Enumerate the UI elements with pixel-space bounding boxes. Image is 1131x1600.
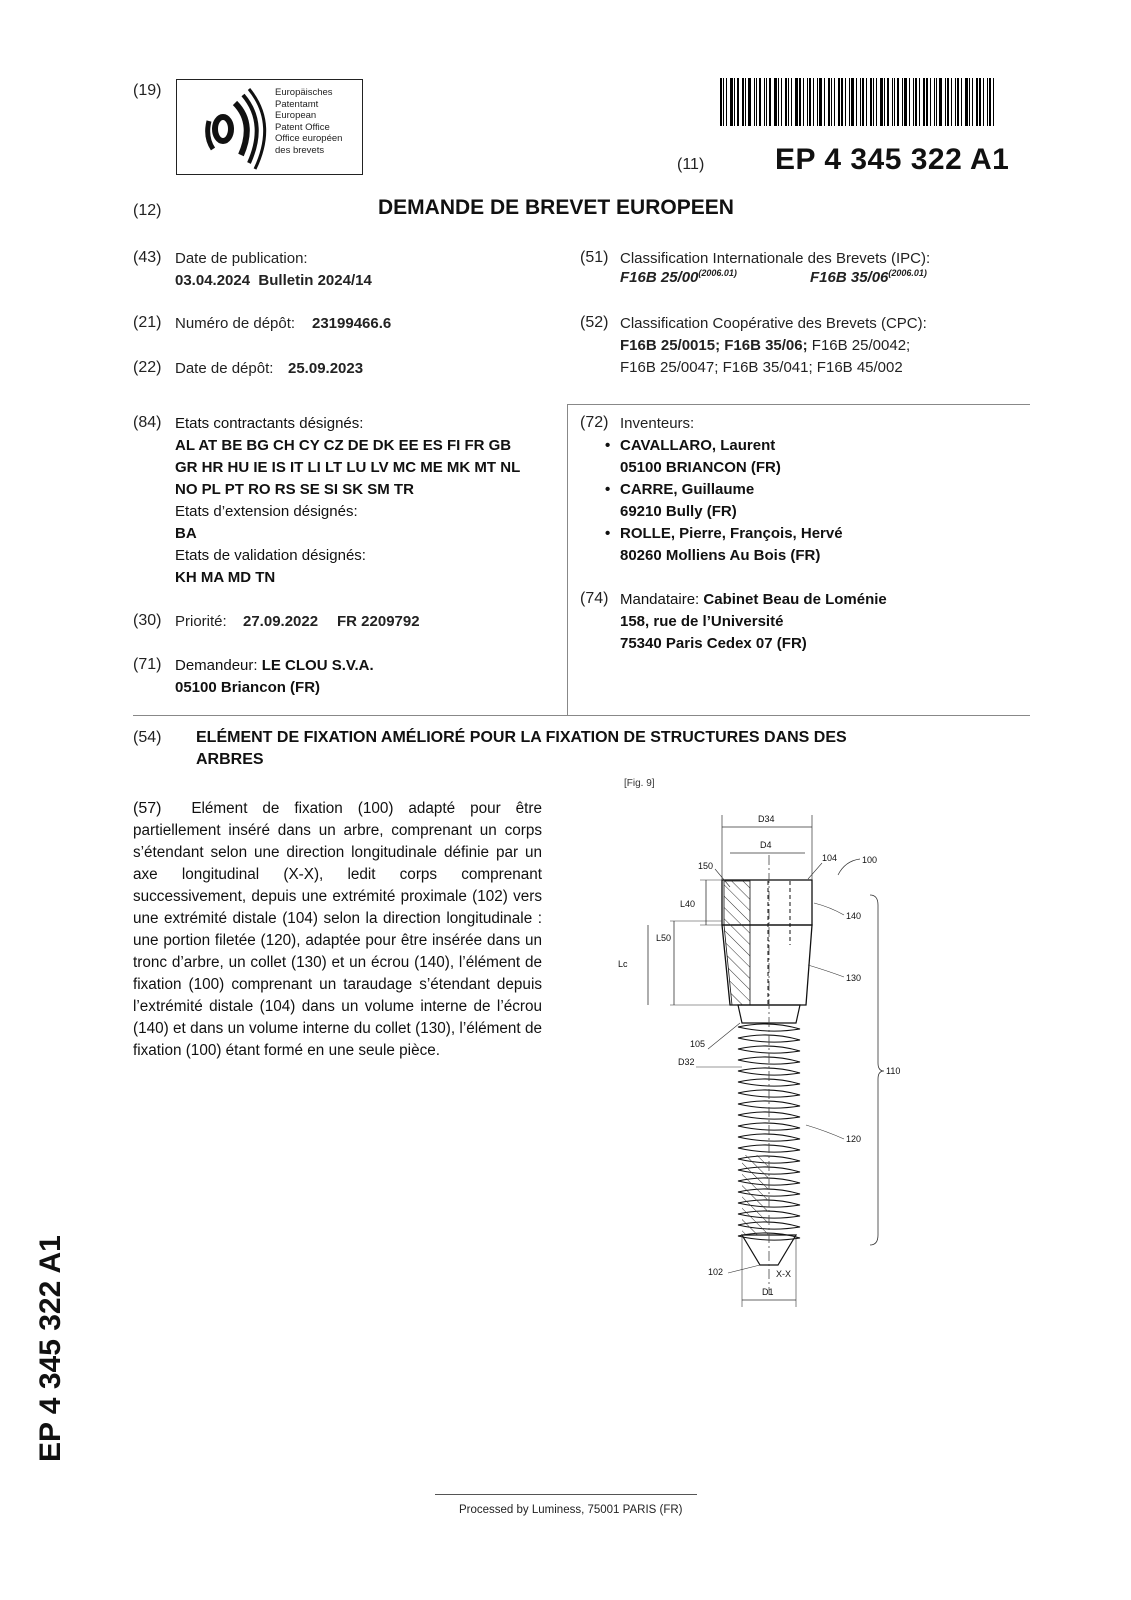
separator-top-right bbox=[567, 404, 1030, 405]
cpc-line-1 bbox=[620, 337, 910, 354]
barcode-bar bbox=[754, 78, 755, 126]
barcode-bar bbox=[795, 78, 798, 126]
ipc-version-2: (2006.01) bbox=[888, 268, 927, 278]
office-name-en-2: Patent Office bbox=[275, 121, 330, 133]
label-105: 105 bbox=[690, 1039, 706, 1049]
inventor-2-address: 69210 Bully (FR) bbox=[620, 503, 737, 520]
barcode-bar bbox=[788, 78, 789, 126]
barcode-bar bbox=[926, 78, 928, 126]
ipc-code-2: F16B 35/06 bbox=[810, 269, 889, 286]
ipc-version-1: (2006.01) bbox=[698, 268, 737, 278]
label-d34: D34 bbox=[758, 814, 775, 824]
barcode-bar bbox=[892, 78, 893, 126]
priority-date: 27.09.2022 bbox=[243, 613, 319, 630]
brace-110 bbox=[870, 895, 884, 1245]
barcode-bar bbox=[939, 78, 942, 126]
inventor-1 bbox=[620, 435, 781, 479]
barcode-bar bbox=[934, 78, 935, 126]
barcode-bar bbox=[799, 78, 801, 126]
barcode-bar bbox=[785, 78, 787, 126]
inid-57: (57) bbox=[133, 800, 162, 817]
applicant-block bbox=[175, 655, 374, 699]
thread-section-hatching bbox=[742, 1155, 768, 1235]
barcode-bar bbox=[778, 78, 779, 126]
barcode-bar bbox=[764, 78, 765, 126]
inid-19: (19) bbox=[133, 82, 162, 99]
inid-43: (43) bbox=[133, 249, 162, 266]
app-number-label: Numéro de dépôt: bbox=[175, 315, 296, 332]
priority-number: FR 2209792 bbox=[337, 613, 420, 630]
barcode-bar bbox=[769, 78, 771, 126]
ipc-class-2 bbox=[810, 268, 927, 286]
inventor-3-name: ROLLE, Pierre, François, Hervé bbox=[620, 525, 843, 542]
label-150: 150 bbox=[698, 861, 714, 871]
barcode-bar bbox=[902, 78, 903, 126]
barcode-bar bbox=[734, 78, 735, 126]
barcode-bar bbox=[993, 78, 994, 126]
inventor-1-name: CAVALLARO, Laurent bbox=[620, 437, 776, 454]
states-line-2: GR HR HU IE IS IT LI LT LU LV MC ME MK MT NL bbox=[175, 459, 521, 476]
title-line-1: ELÉMENT DE FIXATION AMÉLIORÉ POUR LA FIXATION DE STRUCTURES DANS DES bbox=[196, 729, 847, 746]
barcode-bar bbox=[759, 78, 761, 126]
label-120: 120 bbox=[846, 1134, 862, 1144]
label-l40: L40 bbox=[680, 899, 696, 909]
barcode-bar bbox=[817, 78, 818, 126]
label-110: 110 bbox=[886, 1066, 901, 1076]
barcode-bar bbox=[803, 78, 804, 126]
barcode-bar bbox=[730, 78, 733, 126]
inid-72: (72) bbox=[580, 414, 609, 431]
designated-states-block bbox=[175, 413, 520, 589]
label-d1: D1 bbox=[762, 1287, 774, 1297]
barcode-bar bbox=[791, 78, 792, 126]
agent-block bbox=[620, 589, 887, 655]
barcode-bar bbox=[828, 78, 830, 126]
epo-logo-icon bbox=[183, 83, 275, 171]
applicant-address: 05100 Briancon (FR) bbox=[175, 679, 321, 696]
barcode-bar bbox=[845, 78, 846, 126]
states-label: Etats contractants désignés: bbox=[175, 415, 364, 432]
agent-city: 75340 Paris Cedex 07 (FR) bbox=[620, 635, 807, 652]
barcode-bar bbox=[866, 78, 867, 126]
ipc-label: Classification Internationale des Brevets (IPC): bbox=[620, 250, 931, 267]
separator-bottom bbox=[133, 715, 1030, 716]
barcode-bar bbox=[923, 78, 925, 126]
app-number-value: 23199466.6 bbox=[312, 315, 392, 332]
figure-caption: [Fig. 9] bbox=[624, 778, 655, 789]
agent-street: 158, rue de l’Université bbox=[620, 613, 784, 630]
barcode-bar bbox=[849, 78, 850, 126]
label-130: 130 bbox=[846, 973, 862, 983]
barcode-bar bbox=[748, 78, 751, 126]
side-publication-number: EP 4 345 322 A1 bbox=[34, 1235, 67, 1462]
inid-84: (84) bbox=[133, 414, 162, 431]
ipc-class-1 bbox=[620, 268, 737, 286]
inventor-1-address: 05100 BRIANCON (FR) bbox=[620, 459, 781, 476]
inventors-label: Inventeurs: bbox=[620, 415, 695, 432]
epo-logo bbox=[176, 79, 363, 175]
barcode-bar bbox=[972, 78, 973, 126]
barcode-bar bbox=[860, 78, 861, 126]
barcode-bar bbox=[880, 78, 883, 126]
barcode-bar bbox=[936, 78, 937, 126]
document-type: DEMANDE DE BREVET EUROPEEN bbox=[378, 196, 734, 219]
inventor-3-address: 80260 Molliens Au Bois (FR) bbox=[620, 547, 821, 564]
barcode-bar bbox=[756, 78, 757, 126]
publication-number: EP 4 345 322 A1 bbox=[775, 143, 1010, 176]
barcode-bar bbox=[742, 78, 744, 126]
barcode-bar bbox=[983, 78, 984, 126]
barcode-bar bbox=[887, 78, 889, 126]
applicant-label: Demandeur: bbox=[175, 657, 258, 674]
office-name-de-1: Europäisches bbox=[275, 87, 333, 98]
inid-12: (12) bbox=[133, 202, 162, 219]
inid-52: (52) bbox=[580, 314, 609, 331]
inventor-2 bbox=[620, 479, 754, 523]
thread-turn bbox=[738, 1134, 800, 1141]
inid-54: (54) bbox=[133, 729, 162, 746]
abstract-text: Elément de fixation (100) adapté pour être partiellement inséré dans un arbre, comprenant un corps s’étendant selon une direction longitudinale définie par un axe longitudinal (X-X), ledit corps comprenant successivement, depuis une extrémité proximale (102) vers une extrémité distale (104) selon la direction longitudinale : une portion filetée (120), adaptée pour être insérée dans un tronc d’arbre, un collet (130) et un écrou (140), l’élément de fixation (100) comprenant un taraudage s’étendant depuis l’extrémité distale (104) dans un volume interne de l’écrou (140) et dans un volume interne du collet (130), l’élément de fixation (100) étant formé en une seule pièce. bbox=[133, 800, 542, 1059]
inid-11: (11) bbox=[677, 156, 705, 173]
office-name-fr-2: des brevets bbox=[275, 144, 325, 156]
barcode-bar bbox=[809, 78, 811, 126]
label-l50: L50 bbox=[656, 933, 672, 943]
office-name-de-2: Patentamt bbox=[275, 98, 319, 110]
office-name-en-1: European bbox=[275, 110, 317, 121]
barcode-bar bbox=[945, 78, 946, 126]
inid-71: (71) bbox=[133, 656, 162, 673]
states-line-1: AL AT BE BG CH CY CZ DE DK EE ES FI FR GB bbox=[175, 437, 512, 454]
applicant-name: LE CLOU S.V.A. bbox=[261, 657, 374, 674]
barcode-bar bbox=[726, 78, 727, 126]
barcode-bar bbox=[781, 78, 782, 126]
inid-21: (21) bbox=[133, 314, 162, 331]
barcode-bar bbox=[819, 78, 822, 126]
barcode-bar bbox=[961, 78, 962, 126]
barcode-bar bbox=[951, 78, 952, 126]
inid-22: (22) bbox=[133, 359, 162, 376]
inventor-1-bullet: • bbox=[605, 437, 611, 454]
barcode-bar bbox=[987, 78, 988, 126]
figure-9-screw bbox=[600, 795, 920, 1315]
inventor-2-bullet: • bbox=[605, 481, 611, 498]
barcode-bar bbox=[894, 78, 895, 126]
barcode-bar bbox=[904, 78, 907, 126]
barcode-bar bbox=[856, 78, 857, 126]
filing-date-label: Date de dépôt: bbox=[175, 360, 274, 377]
barcode-bar bbox=[834, 78, 835, 126]
separator-vertical bbox=[567, 404, 568, 716]
label-lc: Lc bbox=[618, 959, 628, 969]
barcode-bar bbox=[969, 78, 970, 126]
ipc-code-1: F16B 25/00 bbox=[620, 269, 699, 286]
label-xx: X-X bbox=[776, 1269, 792, 1279]
barcode-bar bbox=[909, 78, 910, 126]
barcode-bar bbox=[824, 78, 825, 126]
barcode-bar bbox=[831, 78, 832, 126]
title-line-2: ARBRES bbox=[196, 751, 264, 768]
barcode-bar bbox=[813, 78, 814, 126]
barcode-bar bbox=[957, 78, 959, 126]
barcode-bar bbox=[841, 78, 843, 126]
cpc-main: F16B 25/0015; F16B 35/06; bbox=[620, 337, 808, 354]
inid-74: (74) bbox=[580, 590, 609, 607]
barcode-bar bbox=[838, 78, 840, 126]
inventor-2-name: CARRE, Guillaume bbox=[620, 481, 755, 498]
extension-value: BA bbox=[175, 525, 197, 542]
inventor-3 bbox=[620, 523, 843, 567]
barcode bbox=[720, 78, 1000, 126]
barcode-bar bbox=[897, 78, 899, 126]
label-140: 140 bbox=[846, 911, 862, 921]
filing-date-value: 25.09.2023 bbox=[288, 360, 364, 377]
barcode-bar bbox=[876, 78, 877, 126]
barcode-bar bbox=[720, 78, 722, 126]
barcode-bar bbox=[989, 78, 991, 126]
agent-label: Mandataire: bbox=[620, 591, 700, 608]
label-d32: D32 bbox=[678, 1057, 695, 1067]
barcode-bar bbox=[919, 78, 920, 126]
barcode-bar bbox=[955, 78, 956, 126]
barcode-bar bbox=[737, 78, 739, 126]
validation-label: Etats de validation désignés: bbox=[175, 547, 366, 564]
label-104: 104 bbox=[822, 853, 838, 863]
barcode-bar bbox=[915, 78, 917, 126]
label-100: 100 bbox=[862, 855, 878, 865]
office-name-fr-1: Office européen bbox=[275, 133, 343, 144]
priority-label: Priorité: bbox=[175, 613, 227, 630]
barcode-bar bbox=[723, 78, 724, 126]
barcode-bar bbox=[947, 78, 949, 126]
pub-date-label: Date de publication: bbox=[175, 250, 308, 267]
barcode-bar bbox=[862, 78, 864, 126]
pub-date-value: 03.04.2024 Bulletin 2024/14 bbox=[175, 272, 372, 289]
barcode-bar bbox=[807, 78, 808, 126]
barcode-bar bbox=[976, 78, 978, 126]
inid-51: (51) bbox=[580, 249, 609, 266]
cpc-label: Classification Coopérative des Brevets (CPC): bbox=[620, 315, 927, 332]
states-line-3: NO PL PT RO RS SE SI SK SM TR bbox=[175, 481, 414, 498]
inid-30: (30) bbox=[133, 612, 162, 629]
barcode-bar bbox=[979, 78, 981, 126]
barcode-bar bbox=[851, 78, 854, 126]
barcode-bar bbox=[870, 78, 872, 126]
inventor-3-bullet: • bbox=[605, 525, 611, 542]
abstract bbox=[133, 798, 542, 1062]
barcode-bar bbox=[965, 78, 968, 126]
barcode-bar bbox=[745, 78, 746, 126]
barcode-bar bbox=[913, 78, 914, 126]
label-d4: D4 bbox=[760, 840, 772, 850]
label-102: 102 bbox=[708, 1267, 724, 1277]
barcode-bar bbox=[774, 78, 777, 126]
footer-processed-by: Processed by Luminess, 75001 PARIS (FR) bbox=[459, 1504, 683, 1516]
invention-title bbox=[196, 727, 847, 771]
barcode-bar bbox=[766, 78, 767, 126]
extension-label: Etats d’extension désignés: bbox=[175, 503, 358, 520]
barcode-bar bbox=[930, 78, 931, 126]
agent-name: Cabinet Beau de Loménie bbox=[703, 591, 887, 608]
barcode-bar bbox=[884, 78, 885, 126]
footer-rule bbox=[435, 1494, 697, 1495]
barcode-bar bbox=[873, 78, 874, 126]
validation-value: KH MA MD TN bbox=[175, 569, 276, 586]
cpc-additional: F16B 25/0042; bbox=[807, 337, 911, 354]
cpc-line-2: F16B 25/0047; F16B 35/041; F16B 45/002 bbox=[620, 359, 903, 376]
